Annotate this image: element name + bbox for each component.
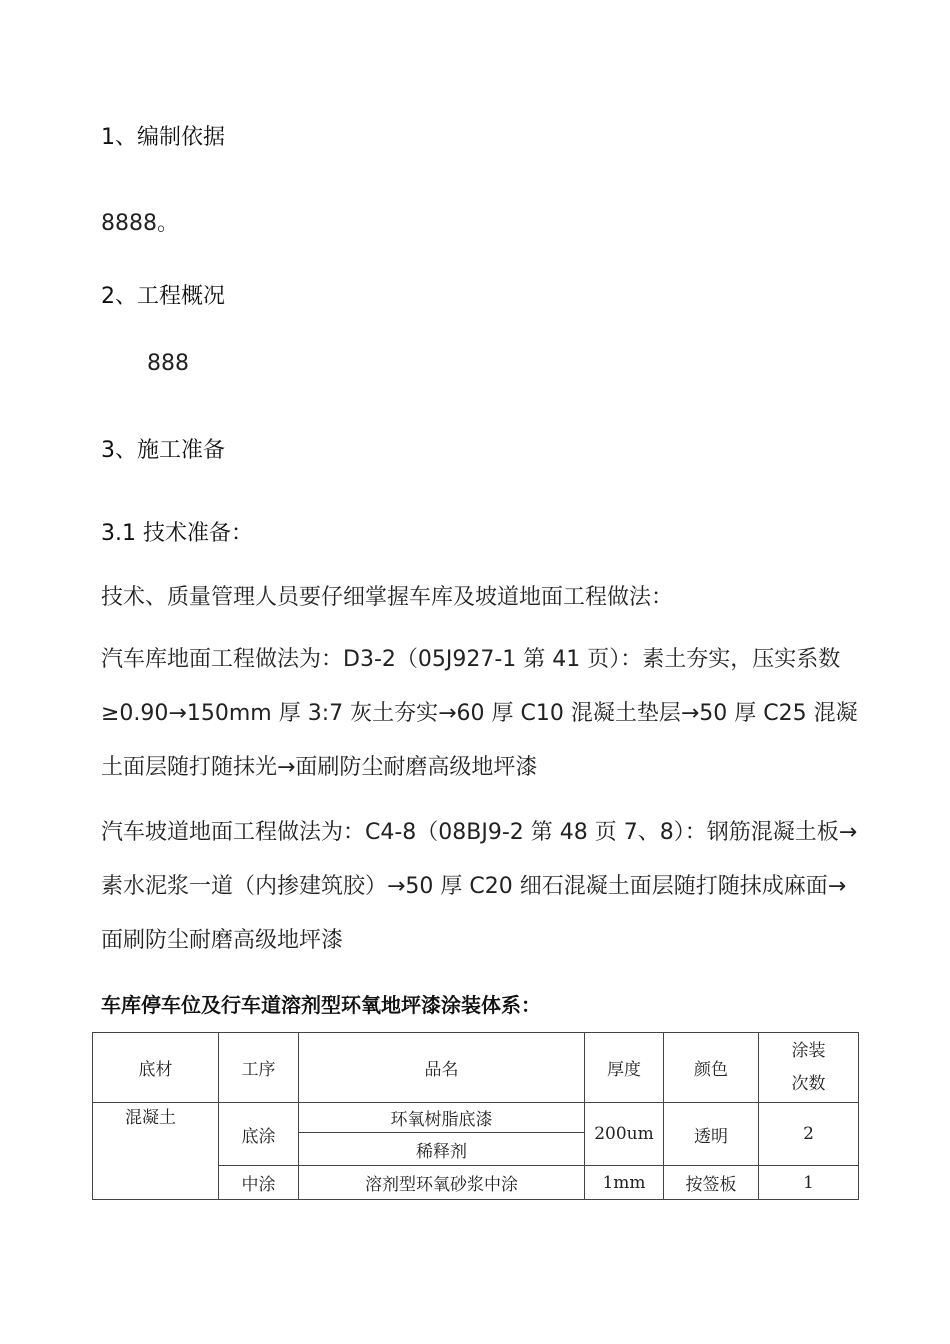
section-2-body: 888	[147, 351, 189, 376]
cell-process: 底涂	[219, 1103, 299, 1166]
cell-product: 稀释剂	[299, 1133, 585, 1166]
cell-substrate: 混凝土	[93, 1103, 219, 1200]
header-color: 颜色	[664, 1033, 759, 1103]
section-2-heading: 2、工程概况	[101, 284, 225, 309]
section-3-1-heading: 3.1 技术准备：	[101, 521, 253, 546]
header-coats-line1: 涂装	[791, 1040, 826, 1061]
table-row	[93, 1103, 859, 1133]
ramp-floor-method: 汽车坡道地面工程做法为：C4-8（08BJ9-2 第 48 页 7、8）：钢筋混凝土板→素水泥浆一道（内掺建筑胶）→50 厚 C20 细石混凝土面层随打随抹成麻面→面刷防尘耐磨高级地坪漆	[101, 820, 858, 953]
header-coats	[759, 1033, 859, 1103]
cell-process: 中涂	[219, 1166, 299, 1200]
table-header-row	[93, 1033, 859, 1103]
garage-floor-method: 汽车库地面工程做法为：D3-2（05J927-1 第 41 页）：素土夯实，压实系数≥0.90→150mm 厚 3:7 灰土夯实→60 厚 C10 混凝土垫层→50 厚 C25 混凝土面层随打随抹光→面刷防尘耐磨高级地坪漆	[101, 647, 858, 780]
section-1-heading: 1、编制依据	[101, 125, 225, 150]
header-process: 工序	[219, 1033, 299, 1103]
header-product: 品名	[299, 1033, 585, 1103]
cell-coats: 1	[759, 1166, 859, 1200]
cell-coats: 2	[759, 1103, 859, 1166]
header-substrate: 底材	[93, 1033, 219, 1103]
cell-color: 按签板	[664, 1166, 759, 1200]
cell-thickness: 200um	[585, 1103, 664, 1166]
header-thickness: 厚度	[585, 1033, 664, 1103]
tech-prep-intro: 技术、质量管理人员要仔细掌握车库及坡道地面工程做法：	[101, 585, 674, 610]
section-1-body: 8888。	[101, 211, 179, 236]
cell-color: 透明	[664, 1103, 759, 1166]
cell-product: 环氧树脂底漆	[299, 1103, 585, 1133]
cell-product: 溶剂型环氧砂浆中涂	[299, 1166, 585, 1200]
header-coats-line2: 次数	[791, 1073, 826, 1094]
coating-system-table	[92, 1032, 859, 1200]
cell-thickness: 1mm	[585, 1166, 664, 1200]
coating-table-title: 车库停车位及行车道溶剂型环氧地坪漆涂装体系：	[101, 993, 541, 1017]
section-3-heading: 3、施工准备	[101, 438, 225, 463]
